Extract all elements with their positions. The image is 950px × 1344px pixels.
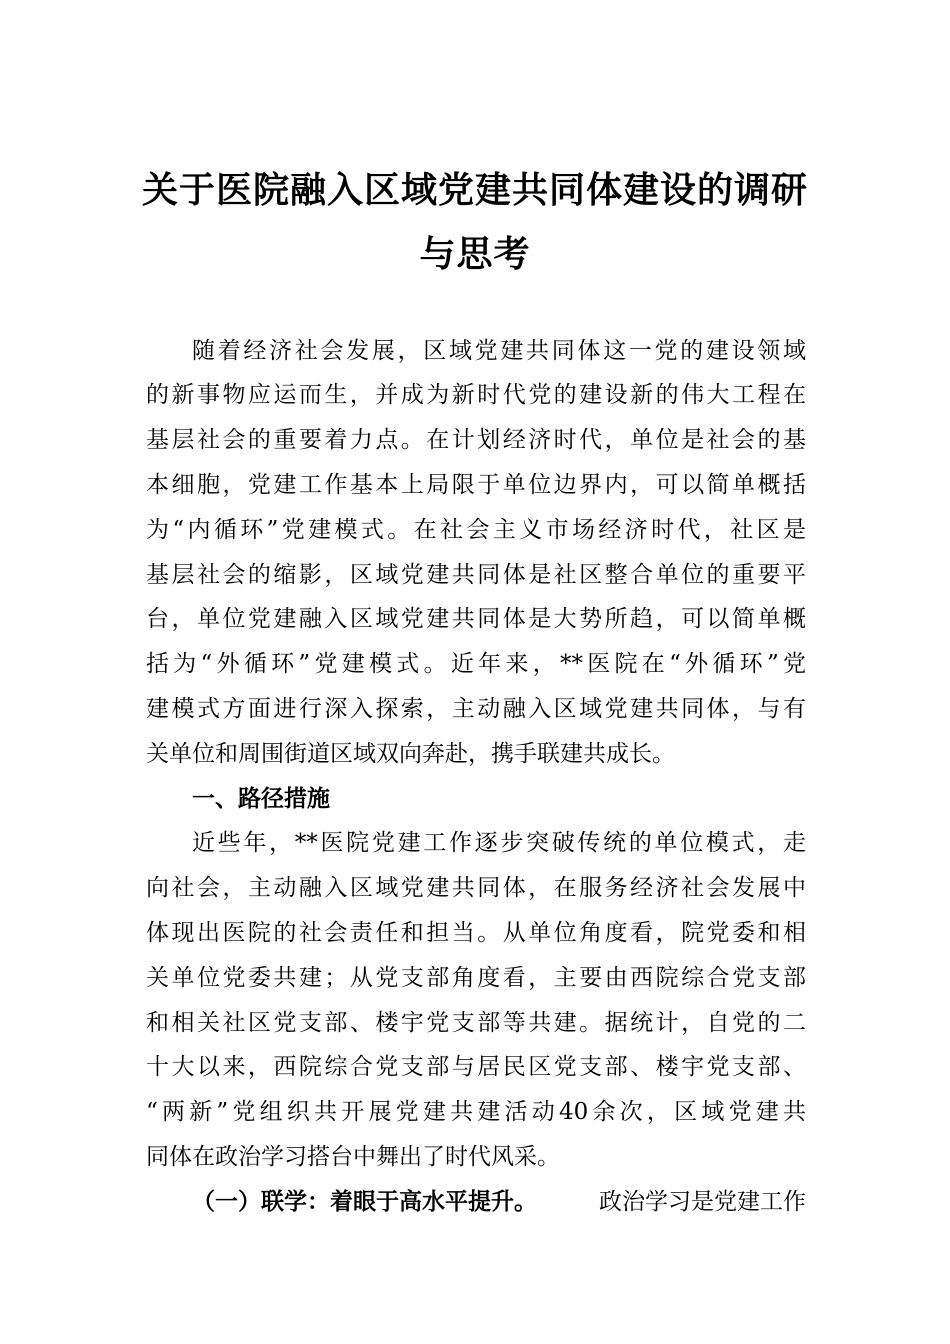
paragraph-line: 向社会，主动融入区域党建共同体，在服务经济社会发展中	[146, 875, 806, 901]
paragraph-line: 近些年，**医院党建工作逐步突破传统的单位模式，走	[192, 830, 806, 856]
subsection-heading: （一）联学：着眼于高水平提升。	[192, 1188, 537, 1215]
subsection-text: 政治学习是党建工作	[599, 1189, 806, 1215]
paragraph-line: 本细胞，党建工作基本上局限于单位边界内，可以简单概括	[146, 472, 806, 498]
paragraph-line: 随着经济社会发展，区域党建共同体这一党的建设领域	[192, 338, 806, 364]
paragraph-line: 基层社会的缩影，区域党建共同体是社区整合单位的重要平	[146, 562, 806, 588]
paragraph-line: 体现出医院的社会责任和担当。从单位角度看，院党委和相	[146, 920, 806, 946]
paragraph-line: 的新事物应运而生，并成为新时代党的建设新的伟大工程在	[146, 382, 806, 408]
paragraph-line: 和相关社区党支部、楼宇党支部等共建。据统计，自党的二	[146, 1010, 806, 1036]
paragraph-line: 基层社会的重要着力点。在计划经济时代，单位是社会的基	[146, 427, 806, 453]
paragraph-line: 为“内循环”党建模式。在社会主义市场经济时代，社区是	[146, 517, 806, 543]
paragraph-line: 同体在政治学习搭台中舞出了时代风采。	[146, 1144, 560, 1170]
section-heading: 一、路径措施	[192, 786, 330, 812]
paragraph-line: 关单位和周围街道区域双向奔赴，携手联建共成长。	[146, 741, 675, 767]
document-title-line-1: 关于医院融入区域党建共同体建设的调研	[141, 169, 808, 211]
paragraph-line: 建模式方面进行深入探索，主动融入区域党建共同体，与有	[146, 696, 806, 722]
document-title-line-2: 与思考	[419, 233, 531, 275]
paragraph-line: 台，单位党建融入区域党建共同体是大势所趋，可以简单概	[146, 606, 806, 632]
paragraph-line: 括为“外循环”党建模式。近年来，**医院在“外循环”党	[146, 651, 806, 677]
subsection-line	[192, 1186, 806, 1218]
paragraph-line: “两新”党组织共开展党建共建活动40余次，区域党建共	[146, 1099, 806, 1125]
paragraph-line: 关单位党委共建；从党支部角度看，主要由西院综合党支部	[146, 965, 806, 991]
paragraph-line: 十大以来，西院综合党支部与居民区党支部、楼宇党支部、	[146, 1054, 806, 1080]
